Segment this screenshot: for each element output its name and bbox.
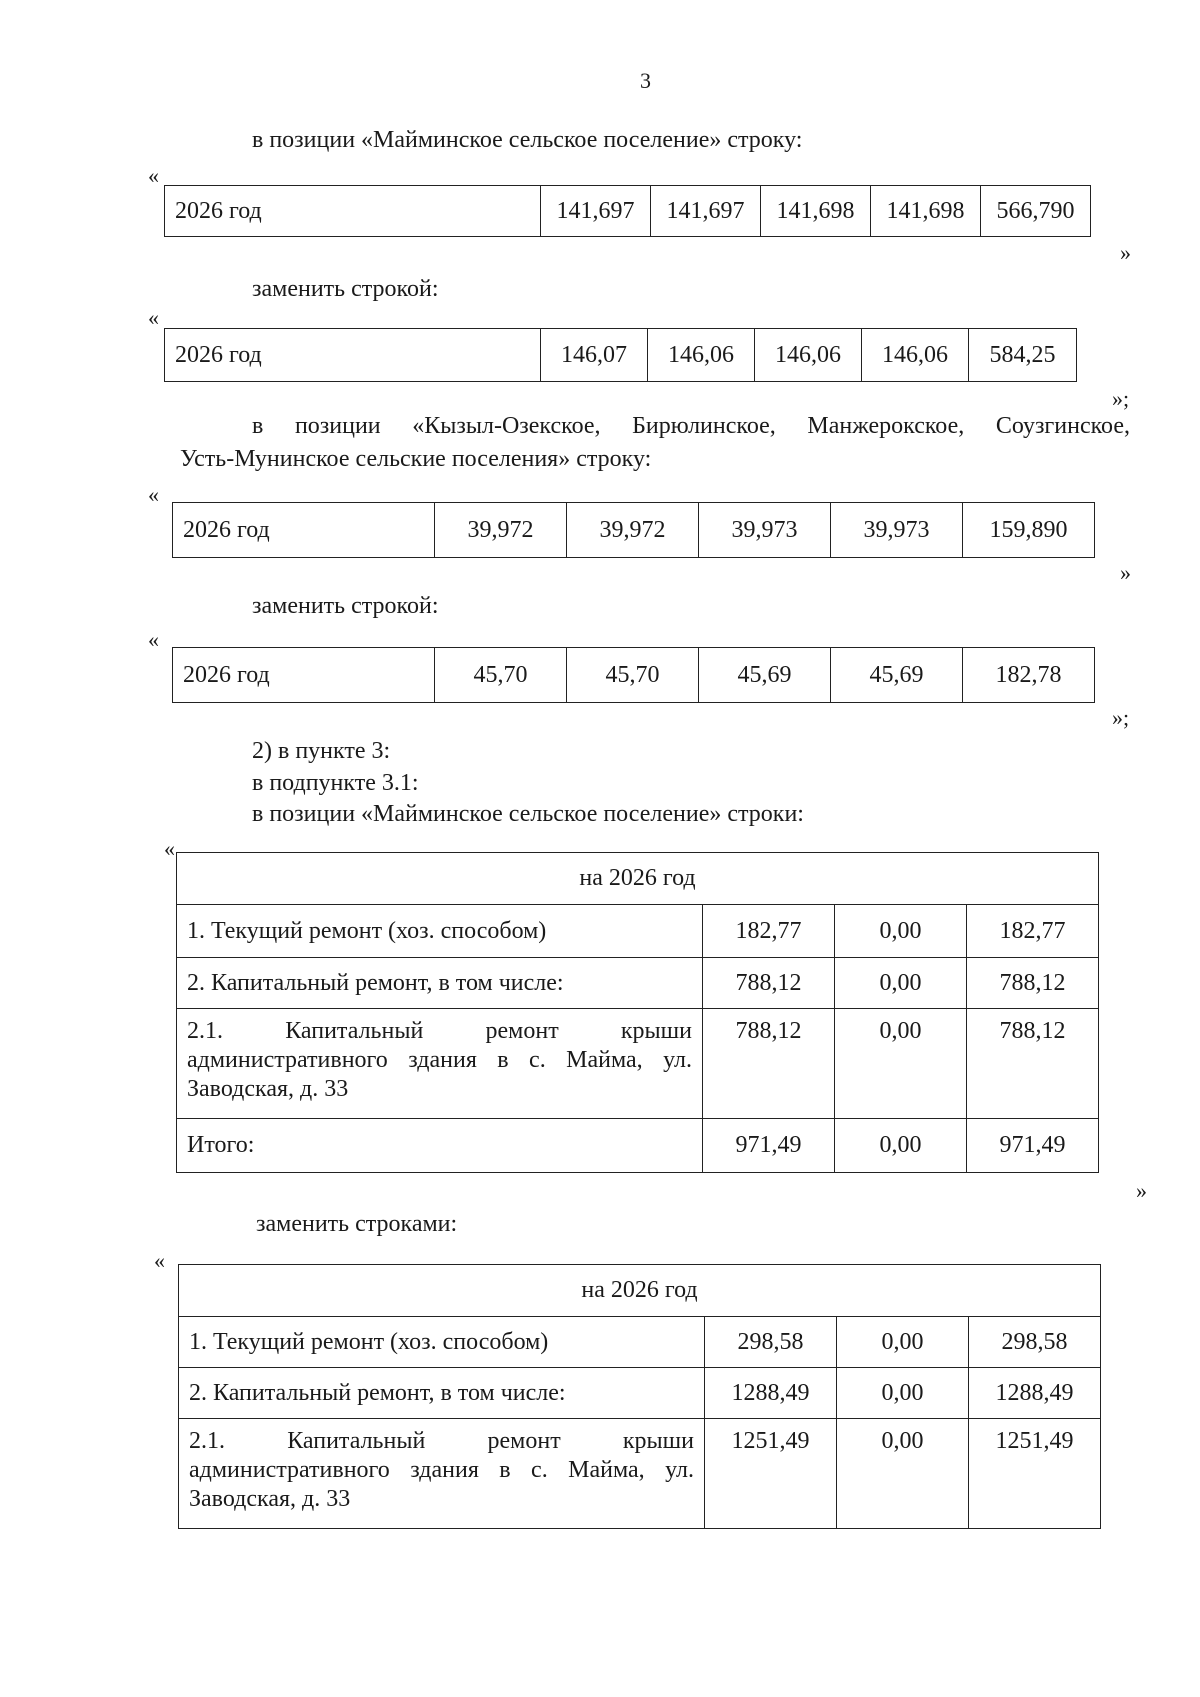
value-cell: 146,06	[648, 329, 755, 382]
value-cell: 39,972	[435, 503, 567, 558]
value-cell: 1288,49	[969, 1368, 1101, 1419]
row-label: Итого:	[177, 1119, 703, 1173]
table-row	[177, 905, 1099, 958]
row-label: 2. Капитальный ремонт, в том числе:	[179, 1368, 705, 1419]
value-cell: 146,06	[862, 329, 969, 382]
value-cell: 45,70	[435, 648, 567, 703]
open-quote: «	[154, 1248, 165, 1273]
table-row	[177, 1119, 1099, 1173]
value-cell: 971,49	[967, 1119, 1099, 1173]
value-cell: 141,697	[541, 186, 651, 237]
close-quote-semicolon: »;	[1112, 386, 1130, 411]
section3-point: 2) в пункте 3:	[252, 738, 391, 764]
value-cell: 971,49	[703, 1119, 835, 1173]
row-label-line: 2.1. Капитальный ремонт крыши	[189, 1428, 694, 1454]
value-cell: 788,12	[703, 958, 835, 1009]
open-quote: «	[148, 627, 159, 652]
value-cell: 1251,49	[969, 1419, 1101, 1529]
section3-subpoint: в подпункте 3.1:	[252, 770, 419, 796]
row-label	[179, 1419, 705, 1529]
table-row	[173, 648, 1095, 703]
value-cell: 0,00	[835, 1119, 967, 1173]
table-row	[177, 958, 1099, 1009]
value-cell: 0,00	[835, 905, 967, 958]
value-cell: 141,698	[761, 186, 871, 237]
value-cell: 788,12	[967, 958, 1099, 1009]
value-cell: 0,00	[837, 1317, 969, 1368]
year-cell: 2026 год	[165, 329, 541, 382]
value-cell: 788,12	[967, 1009, 1099, 1119]
close-quote: »	[1120, 240, 1131, 265]
row-label-line: Заводская, д. 33	[187, 1075, 349, 1102]
value-cell: 182,77	[967, 905, 1099, 958]
section1-old-row-table	[164, 185, 1091, 237]
value-cell: 0,00	[835, 1009, 967, 1119]
table-row	[165, 186, 1091, 237]
section3-intro: в позиции «Майминское сельское поселение» строки:	[252, 801, 804, 827]
section3-old-table	[176, 852, 1099, 1173]
table-row	[179, 1419, 1101, 1529]
section1-intro: в позиции «Майминское сельское поселение» строку:	[252, 127, 803, 153]
value-cell: 788,12	[703, 1009, 835, 1119]
value-cell: 1251,49	[705, 1419, 837, 1529]
table-row	[177, 1009, 1099, 1119]
value-cell: 159,890	[963, 503, 1095, 558]
table-row	[179, 1368, 1101, 1419]
table-row	[165, 329, 1077, 382]
table-header: на 2026 год	[179, 1265, 1101, 1317]
close-quote: »	[1136, 1178, 1147, 1203]
table-header-row	[179, 1265, 1101, 1317]
row-label-line: административного здания в с. Майма, ул.	[189, 1456, 694, 1483]
close-quote: »	[1120, 560, 1131, 585]
value-cell: 182,78	[963, 648, 1095, 703]
table-row	[179, 1317, 1101, 1368]
section2-intro-line2: Усть-Мунинское сельские поселения» строку:	[180, 446, 652, 472]
row-label-line: 2.1. Капитальный ремонт крыши	[187, 1018, 692, 1044]
value-cell: 45,70	[567, 648, 699, 703]
open-quote: «	[148, 163, 159, 188]
value-cell: 141,697	[651, 186, 761, 237]
value-cell: 39,973	[831, 503, 963, 558]
table-row	[173, 503, 1095, 558]
year-cell: 2026 год	[165, 186, 541, 237]
value-cell: 298,58	[705, 1317, 837, 1368]
section2-intro-line1: в позиции «Кызыл-Озекское, Бирюлинское, Манжерокское, Соузгинское,	[252, 413, 1130, 439]
table-header-row	[177, 853, 1099, 905]
row-label: 1. Текущий ремонт (хоз. способом)	[179, 1317, 705, 1368]
section3-new-table	[178, 1264, 1101, 1529]
year-cell: 2026 год	[173, 503, 435, 558]
section1-replace-label: заменить строкой:	[252, 276, 439, 302]
value-cell: 0,00	[837, 1368, 969, 1419]
value-cell: 298,58	[969, 1317, 1101, 1368]
section2-new-row-table	[172, 647, 1095, 703]
value-cell: 45,69	[699, 648, 831, 703]
row-label: 1. Текущий ремонт (хоз. способом)	[177, 905, 703, 958]
section1-new-row-table	[164, 328, 1077, 382]
row-label	[177, 1009, 703, 1119]
value-cell: 146,07	[541, 329, 648, 382]
page-number: 3	[640, 68, 651, 93]
value-cell: 0,00	[837, 1419, 969, 1529]
row-label-line: административного здания в с. Майма, ул.	[187, 1046, 692, 1073]
section2-replace-label: заменить строкой:	[252, 593, 439, 619]
open-quote: «	[148, 305, 159, 330]
value-cell: 0,00	[835, 958, 967, 1009]
table-header: на 2026 год	[177, 853, 1099, 905]
value-cell: 1288,49	[705, 1368, 837, 1419]
value-cell: 584,25	[969, 329, 1077, 382]
value-cell: 39,973	[699, 503, 831, 558]
open-quote: «	[148, 482, 159, 507]
value-cell: 45,69	[831, 648, 963, 703]
value-cell: 566,790	[981, 186, 1091, 237]
section3-replace-label: заменить строками:	[256, 1211, 458, 1237]
year-cell: 2026 год	[173, 648, 435, 703]
value-cell: 146,06	[755, 329, 862, 382]
row-label-line: Заводская, д. 33	[189, 1485, 351, 1512]
section2-old-row-table	[172, 502, 1095, 558]
close-quote-semicolon: »;	[1112, 705, 1130, 730]
open-quote: «	[164, 836, 175, 861]
value-cell: 141,698	[871, 186, 981, 237]
row-label: 2. Капитальный ремонт, в том числе:	[177, 958, 703, 1009]
value-cell: 39,972	[567, 503, 699, 558]
value-cell: 182,77	[703, 905, 835, 958]
